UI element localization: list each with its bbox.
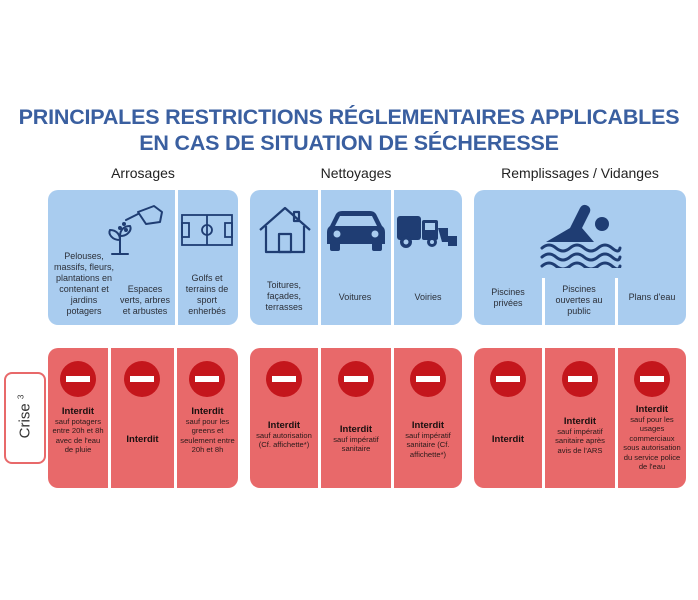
crise-text: Crise [16,403,34,439]
label-voitures: Voitures [338,292,372,302]
restriction-cell [111,348,174,488]
restriction-cell [321,348,391,488]
no-entry-icon [124,361,160,397]
group-title-nettoyages: Nettoyages [320,165,392,181]
no-entry-icon [410,361,446,397]
panel-nettoyages [250,190,462,325]
watering-can-plant-icon [102,200,168,256]
divider [318,190,321,325]
panel-remplissages [474,190,686,325]
label-plans-d-eau: Plans d'eau [628,292,676,302]
restriction-cell [545,348,615,488]
no-entry-icon [562,361,598,397]
restriction-text: Interdit sauf impératif sanitaire après avis de l'ARS [555,416,605,455]
restriction-text: Interdit sauf potagers entre 20h et 8h avec de l'eau de pluie [52,406,104,455]
restriction-panel-remplissages [474,348,686,488]
no-entry-icon [266,361,302,397]
no-entry-icon [60,361,96,397]
no-entry-icon [338,361,374,397]
title-line-1: PRINCIPALES RESTRICTIONS RÉGLEMENTAIRES APPLICABLES [18,105,680,129]
panel-arrosages [48,190,238,325]
restriction-panel-nettoyages [250,348,462,488]
label-espaces-verts: Espaces verts, arbres et arbustes [119,284,170,316]
no-entry-icon [634,361,670,397]
label-piscines-privees: Piscines privées [491,287,525,308]
restriction-cell [177,348,238,488]
sports-field-icon [181,214,233,246]
restriction-text: Interdit sauf pour les usages commerciaux sous autorisation du service police de l'eau [623,404,681,472]
no-entry-icon [490,361,526,397]
divider [391,190,394,325]
page-title [0,104,698,156]
restriction-cell [394,348,462,488]
crise-number: 3 [16,394,26,400]
label-pelouses: Pelouses, massifs, fleurs, plantations en contenant et jardins potagers [53,251,114,316]
restriction-text: Interdit sauf pour les greens et seulement entre 20h et 8h [180,406,235,455]
crise-level-badge [4,372,46,464]
street-sweeper-icon [396,212,458,250]
crise-label [17,376,34,458]
house-icon [258,206,312,254]
group-title-remplissages: Remplissages / Vidanges [501,165,659,181]
title-line-2: EN CAS DE SITUATION DE SÉCHERESSE [139,131,559,155]
restriction-cell [618,348,686,488]
no-entry-icon [189,361,225,397]
restriction-panel-arrosages [48,348,238,488]
label-toitures: Toitures, façades, terrasses [265,280,303,312]
restriction-text: Interdit sauf impératif sanitaire (Cf. affichette*) [405,420,451,459]
swimmer-icon [540,202,622,268]
restriction-text: Interdit sauf impératif sanitaire [333,424,379,454]
restriction-text: Interdit [491,434,525,445]
car-icon [326,210,386,252]
restriction-cell [250,348,318,488]
group-title-arrosages: Arrosages [111,165,175,181]
label-voiries: Voiries [414,292,442,302]
restriction-text: Interdit sauf autorisation (Cf. affichette*) [256,420,312,450]
label-piscines-publiques: Piscines ouvertes au public [555,284,603,316]
restriction-cell [474,348,542,488]
label-golfs: Golfs et terrains de sport enherbés [185,273,229,316]
restriction-text: Interdit [126,434,159,445]
restriction-cell [48,348,108,488]
